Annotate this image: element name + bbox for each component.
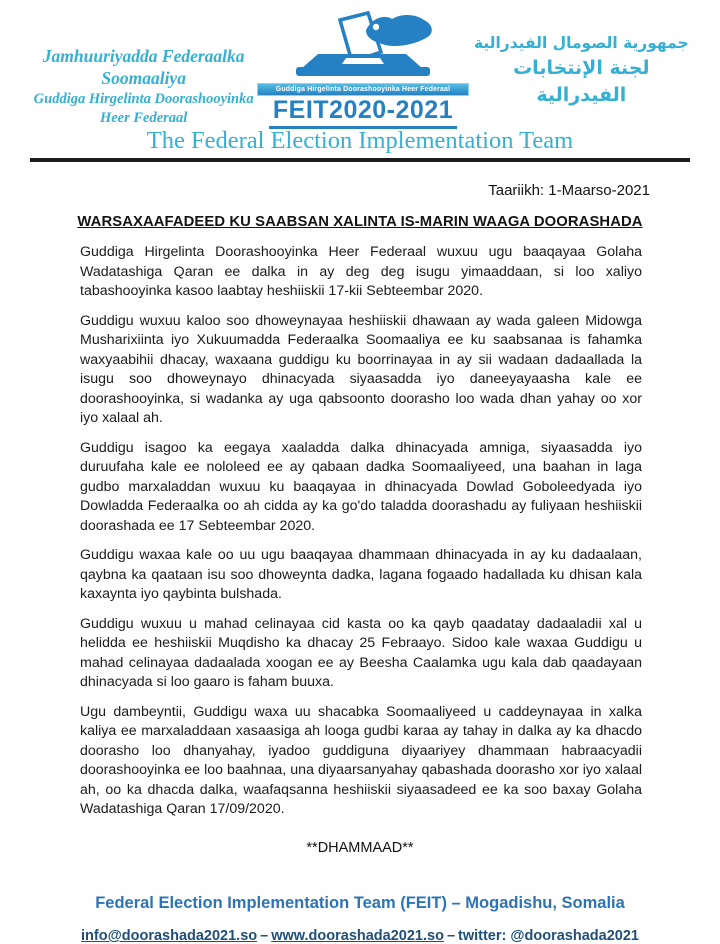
letterhead-arabic-block	[469, 32, 694, 108]
arabic-committee-line: لجنة الإنتخابات الفيدرالية	[513, 57, 650, 106]
logo-banner-text: Guddiga Hirgelinta Doorashooyinka Heer Federaal	[257, 83, 468, 96]
press-release-body	[80, 243, 642, 820]
arabic-republic-line: جمهورية الصومال الفيدرالية	[473, 34, 689, 52]
paragraph-6: Ugu dambeyntii, Guddigu waxa uu shacabka Soomaaliyeed u caddeynayaa in xalka kaliya ee marxaladdaan xasaasiga ah looga gudbi karaa ay tahay in dalka ay ka dhacdo doorasho loo dhanyahay, iyadoo guddiguna diyaariyey dhammaan habraacyadii doorashooyinka ee loo baahnaa, una diyaarsanyahay qabashada doorasho xor iyo xalaal ah, oo ka dhacda dalka, waafaqsanna heshiiskii siyaasadeed ee ka soo baxay Golaha Wadatashiga Qaran 17/09/2020.	[80, 703, 642, 818]
paragraph-3: Guddigu isagoo ka eegaya xaaladda dalka dhinacyada amniga, siyaasadda iyo duruufaha kale ee nololeed ee ay qabaan dadka Soomaaliyeed, una baahan in laga gudbo marxaladdan wuxuu ku baaqayaa in dhinacyada Dowlad Goboleedyada iyo Dowladda Federaalka oo ah cidda ay ka go'do taladda doorashadu ay fuliyaan heshiiskii doorashada ee 17 Sebteembar 2020.	[80, 439, 642, 534]
footer-organization-line: Federal Election Implementation Team (FEIT) – Mogadishu, Somalia	[95, 893, 625, 912]
letterhead-english-subtitle: The Federal Election Implementation Team	[146, 127, 574, 154]
footer-contact-line	[0, 928, 720, 944]
somali-republic-line: Jamhuuriyadda Federaalka Soomaaliya	[42, 46, 245, 88]
feit-logo	[257, 12, 468, 129]
paragraph-1: Guddiga Hirgelinta Doorashooyinka Heer Federaal wuxuu ugu baaqayaa Golaha Wadatashiga Qaran ee dalka in ay deg deg isugu yimaaddaan, si loo xaliyo tabashooyinka kasoo laabtay heshiiskii 17-kii Sebteembar 2020.	[80, 244, 642, 300]
paragraph-2: Guddigu wuxuu kaloo soo dhoweynayaa heshiiskii dhawaan ay wada galeen Midowga Musharixiinta iyo Xukuumadda Federaalka Soomaaliya ee ku saabsanaa is fahamka waxyaabihii dhacay, waxaana guddigu ku boorrinayaa in ay sii wadaan dadaallada la isugu soo dhoweynayo dhinacyada siyaasadda iyo daneeyayaasha kale ee doorashooyinka, si wadanka ay uga qabsoonto doorasho loo wada dhan yahay oo xor iyo xalaal ah.	[80, 312, 642, 427]
footer-separator-2: –	[446, 927, 456, 944]
ballot-box-icon	[288, 63, 438, 80]
footer-email-link[interactable]: info@doorashada2021.so	[81, 927, 258, 944]
logo-feit-label: FEIT2020-2021	[269, 96, 457, 129]
letterhead	[0, 0, 720, 129]
paragraph-5: Guddigu wuxuu u mahad celinayaa cid kasta oo ka qayb qaadatay dadaaladii xal u helidda ee heshiiskii Muqdisho ka dhacay 25 Febraayo. Sidoo kale waxaa Guddigu u mahad celinayaa dadaalada xoogan ee ay Beesha Caalamka ugu kala dab qaadayaan dhinacyada si loo gaaro is faham buuxa.	[80, 615, 642, 691]
end-marker: **DHAMMAAD**	[306, 839, 414, 856]
date-line: Taariikh: 1-Maarso-2021	[488, 182, 650, 199]
footer-twitter-handle: twitter: @doorashada2021	[458, 927, 639, 944]
paragraph-4: Guddigu waxaa kale oo uu ugu baaqayaa dhammaan dhinacyada in ay ku dadaalaan, qaybna ka qaataan isu soo dhoweynta dadka, lagana fogaado hadallada ku dhisan kala kaxaynta iyo qaybinta bulshada.	[80, 547, 642, 603]
footer-separator-1: –	[260, 927, 269, 944]
letterhead-somali-block	[30, 46, 257, 127]
letterhead-divider	[30, 158, 690, 162]
footer-website-link[interactable]: www.doorashada2021.so	[271, 927, 444, 944]
press-release-title: WARSAXAAFADEED KU SAABSAN XALINTA IS-MARIN WAAGA DOORASHADA	[77, 214, 643, 230]
somali-committee-line: Guddiga Hirgelinta Doorashooyinka Heer Federaal	[33, 90, 254, 126]
